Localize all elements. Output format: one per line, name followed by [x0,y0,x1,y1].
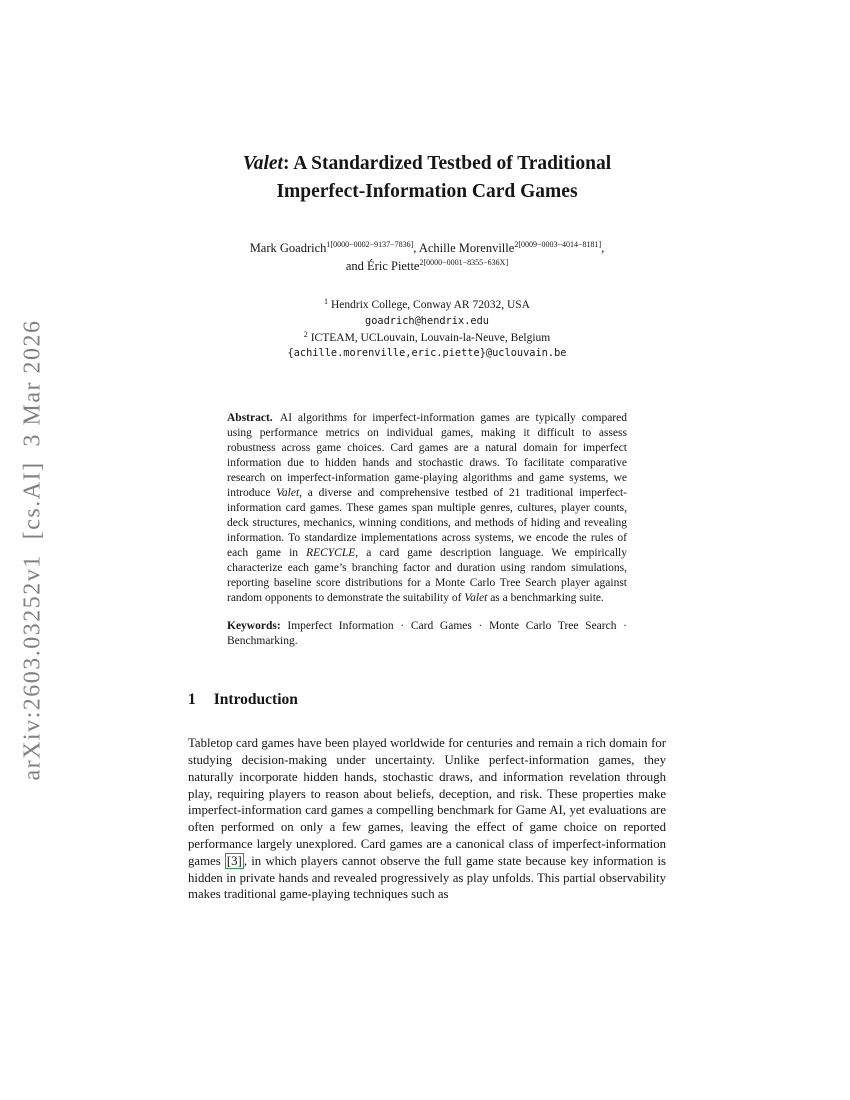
paper-title-line1-rest: : A Standardized Testbed of Traditional [282,153,612,174]
abstract-text-1: AI algorithms for imperfect-information games are typically compared using performance metrics on individual games, making it difficult to assess robustness across game choices. Card games are a natural domain for imperfect information due to hidden hands and stochastic draws. To facilitate comparative research on imperfect-information game-playing algorithms and game systems, we introduce [227,412,627,500]
abstract-valet-2: Valet [464,592,488,605]
affiliation-1-email: goadrich@hendrix.edu [365,314,489,327]
author-1-orcid: 1[0000−0002−9137−7836] [326,239,414,249]
abstract-text-4: as a benchmarking suite. [487,592,604,605]
affiliation-1-marker: 1 [323,297,328,307]
arxiv-watermark: arXiv:2603.03252v1 [cs.AI] 3 Mar 2026 [19,319,46,781]
author-separator-2: , [601,240,605,255]
introduction-text-1: Tabletop card games have been played worldwide for centuries and remain a rich domain for studying decision-making under uncertainty. Unlike perfect-information games, they naturally incorporate hidden hands, stochastic draws, and information revelation through play, requiring players to reason about beliefs, deception, and risk. These properties make imperfect-information card games a compelling benchmark for Game AI, yet evaluations are often performed on only a few games, leaving the effect of game choice on reported performance largely unexplored. Card games are a canonical class of imperfect-information games [188,736,666,868]
author-line-2 [188,257,666,276]
abstract-label: Abstract. [227,412,273,425]
affiliation-2-email: {achille.morenville,eric.piette}@uclouvain.be [287,347,567,360]
abstract-valet-1: Valet [276,487,300,500]
author-block [188,239,666,277]
section-number: 1 [188,691,196,709]
author-2-orcid: 2[0009−0003−4014−8181] [514,239,602,249]
paper-title-line2: Imperfect-Information Card Games [276,181,578,203]
keywords [227,619,627,649]
keywords-label: Keywords: [227,620,281,633]
affiliation-1 [188,296,666,314]
keywords-text: Imperfect Information · Card Games · Monte Carlo Tree Search · Benchmarking. [227,620,627,648]
abstract-recycle: RECYCLE [306,547,356,560]
affiliation-block [188,296,666,361]
author-line-1 [188,239,666,258]
author-separator-1: , [413,240,419,255]
paper-title [188,150,666,207]
affiliation-2-text: ICTEAM, UCLouvain, Louvain-la-Neuve, Belgium [310,331,551,344]
abstract-text-3: , a card game description language. We empirically characterize each game’s branching factor and duration using random simulations, reporting baseline score distributions for a Monte Carlo Tree Search player against random opponents to demonstrate the suitability of [227,547,627,605]
citation-link-3[interactable]: [3] [226,853,242,868]
affiliation-2-marker: 2 [303,329,308,339]
section-title: Introduction [213,691,298,709]
author-2-name: Achille Morenville [418,240,515,255]
author-3-name: and Éric Piette [345,259,420,274]
section-heading-introduction [188,691,666,709]
paper-title-italic-word: Valet [242,153,283,174]
introduction-text-2: , in which players cannot observe the full game state because key information is hidden in private hands and revealed progressively as play unfolds. This partial observability makes traditional game-playing techniques such as [188,853,666,902]
paper-page [188,0,666,916]
affiliation-1-text: Hendrix College, Conway AR 72032, USA [330,299,530,312]
introduction-paragraph [188,735,666,903]
author-1-name: Mark Goadrich [249,240,327,255]
abstract [227,411,627,606]
abstract-text-2: , a diverse and comprehensive testbed of 21 traditional imperfect-information card games. These games span multiple genres, cultures, player counts, deck structures, mechanics, winning conditions, and methods of hiding and revealing information. To standardize implementations across systems, we encode the rules of each game in [227,487,627,560]
affiliation-2 [188,329,666,347]
author-3-orcid: 2[0000−0001−8355−636X] [419,258,509,268]
